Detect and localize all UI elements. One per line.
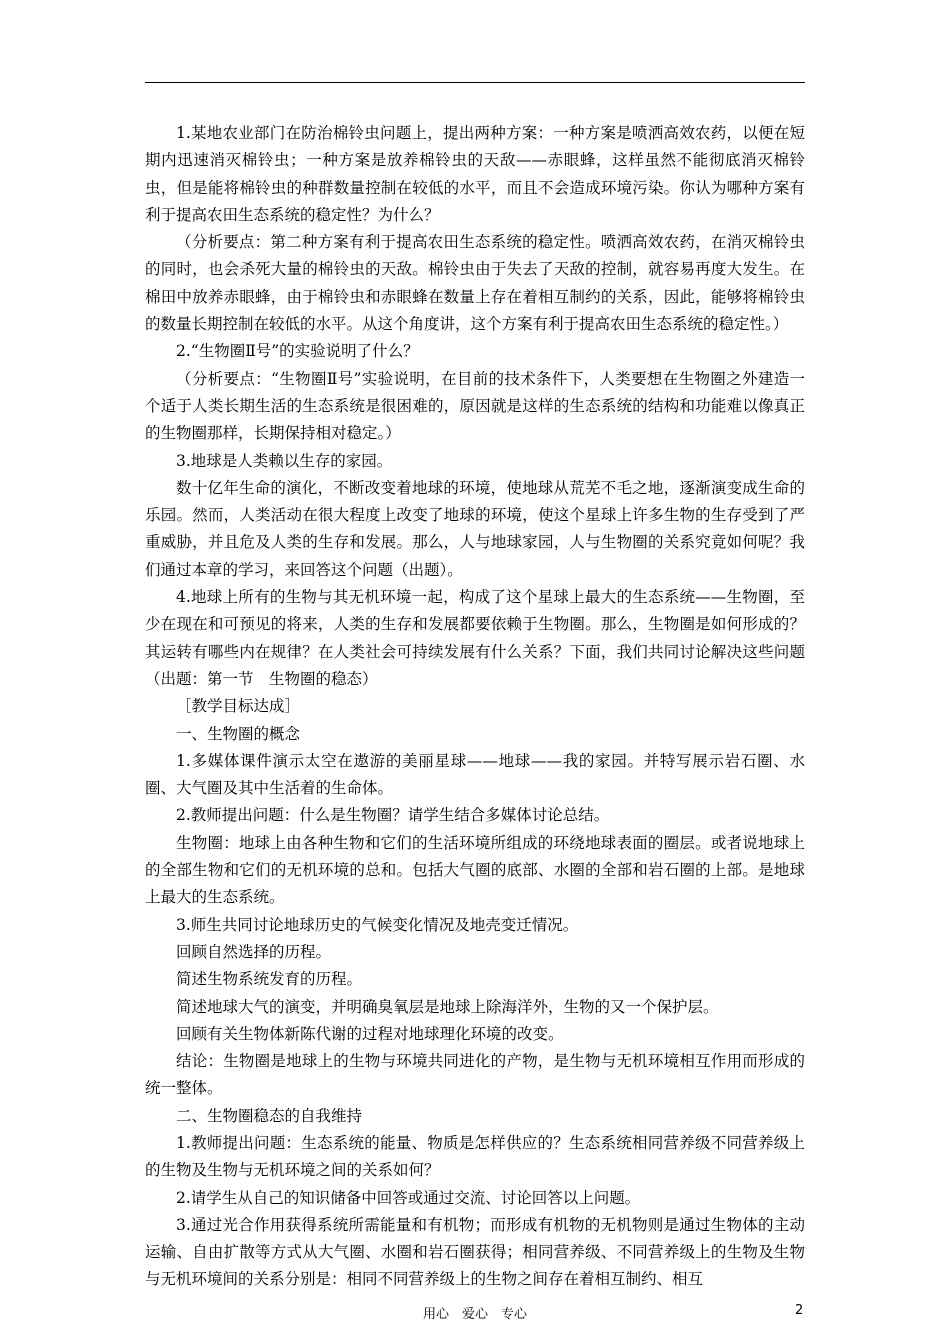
paragraph: 简述生物系统发育的历程。 bbox=[176, 970, 363, 989]
paragraph: 简述地球大气的演变，并明确臭氧层是地球上除海洋外，生物的又一个保护层。 bbox=[176, 997, 719, 1016]
paragraph: 1.教师提出问题：生态系统的能量、物质是怎样供应的？生态系统相同营养级不同营养级上的生物及生物与无机环境之间的关系如何？ bbox=[145, 1133, 805, 1180]
paragraph: （分析要点：第二种方案有利于提高农田生态系统的稳定性。喷洒高效农药，在消灭棉铃虫的同时，也会杀死大量的棉铃虫的天敌。棉铃虫由于失去了天敌的控制，就容易再度大发生。在棉田中放养赤眼蜂，由于棉铃虫和赤眼蜂在数量上存在着相互制约的关系，因此，能够将棉铃虫的数量长期控制在较低的水平。从这个角度讲，这个方案有利于提高农田生态系统的稳定性。） bbox=[145, 233, 805, 334]
paragraph: 2.教师提出问题：什么是生物圈？请学生结合多媒体讨论总结。 bbox=[176, 806, 610, 825]
paragraph: 回顾自然选择的历程。 bbox=[176, 942, 332, 961]
paragraph: 3.师生共同讨论地球历史的气候变化情况及地壳变迁情况。 bbox=[176, 915, 579, 934]
paragraph: 3.地球是人类赖以生存的家园。 bbox=[176, 451, 393, 470]
paragraph: 结论：生物圈是地球上的生物与环境共同进化的产物，是生物与无机环境相互作用而形成的统一整体。 bbox=[145, 1052, 805, 1098]
paragraph: 回顾有关生物体新陈代谢的过程对地球理化环境的改变。 bbox=[176, 1024, 564, 1043]
paragraph: 4.地球上所有的生物与其无机环境一起，构成了这个星球上最大的生态系统——生物圈，至少在现在和可预见的将来，人类的生存和发展都要依赖于生物圈。那么，生物圈是如何形成的？其运转有哪些内在规律？在人类社会可持续发展有什么关系？下面，我们共同讨论解决这些问题（出题：第一节 生物圈的稳态） bbox=[145, 588, 805, 688]
paragraph: 1.多媒体课件演示太空在遨游的美丽星球——地球——我的家园。并特写展示岩石圈、水圈、大气圈及其中生活着的生命体。 bbox=[145, 751, 805, 798]
paragraph: 3.通过光合作用获得系统所需能量和有机物；而形成有机物的无机物则是通过生物体的主动运输、自由扩散等方式从大气圈、水圈和岩石圈获得；相同营养级、不同营养级上的生物及生物与无机环境间的关系分别是：相同不同营养级上的生物之间存在着相互制约、相互 bbox=[145, 1215, 805, 1289]
paragraph: 2.请学生从自己的知识储备中回答或通过交流、讨论回答以上问题。 bbox=[176, 1188, 641, 1207]
section-label: ［教学目标达成］ bbox=[176, 697, 301, 716]
paragraph: 数十亿年生命的演化，不断改变着地球的环境，使地球从荒芜不毛之地，逐渐演变成生命的乐园。然而，人类活动在很大程度上改变了地球的环境，使这个星球上许多生物的生存受到了严重威胁，并且危及人类的生存和发展。那么，人与地球家园，人与生物圈的关系究竟如何呢？我们通过本章的学习，来回答这个问题（出题）。 bbox=[145, 478, 805, 579]
page-number: 2 bbox=[795, 1303, 804, 1318]
page-footer bbox=[0, 1303, 950, 1323]
section-heading: 一、生物圈的概念 bbox=[176, 724, 301, 743]
document-body bbox=[145, 120, 805, 1294]
header-rule bbox=[145, 82, 805, 83]
paragraph: 1.某地农业部门在防治棉铃虫问题上，提出两种方案：一种方案是喷洒高效农药，以便在短期内迅速消灭棉铃虫；一种方案是放养棉铃虫的天敌——赤眼蜂，这样虽然不能彻底消灭棉铃虫，但是能将棉铃虫的种群数量控制在较低的水平，而且不会造成环境污染。你认为哪种方案有利于提高农田生态系统的稳定性？为什么？ bbox=[145, 124, 805, 224]
paragraph: （分析要点：“生物圈Ⅱ号”实验说明，在目前的技术条件下，人类要想在生物圈之外建造一个适于人类长期生活的生态系统是很困难的，原因就是这样的生态系统的结构和功能难以像真正的生物圈那样，长期保持相对稳定。） bbox=[145, 369, 805, 443]
section-heading: 二、生物圈稳态的自我维持 bbox=[176, 1106, 363, 1125]
paragraph: 生物圈：地球上由各种生物和它们的生活环境所组成的环绕地球表面的圈层。或者说地球上的全部生物和它们的无机环境的总和。包括大气圈的底部、水圈的全部和岩石圈的上部。是地球上最大的生态系统。 bbox=[145, 833, 805, 907]
footer-motto: 用心 爱心 专心 bbox=[422, 1307, 527, 1322]
paragraph: 2.“生物圈Ⅱ号”的实验说明了什么？ bbox=[176, 342, 419, 361]
